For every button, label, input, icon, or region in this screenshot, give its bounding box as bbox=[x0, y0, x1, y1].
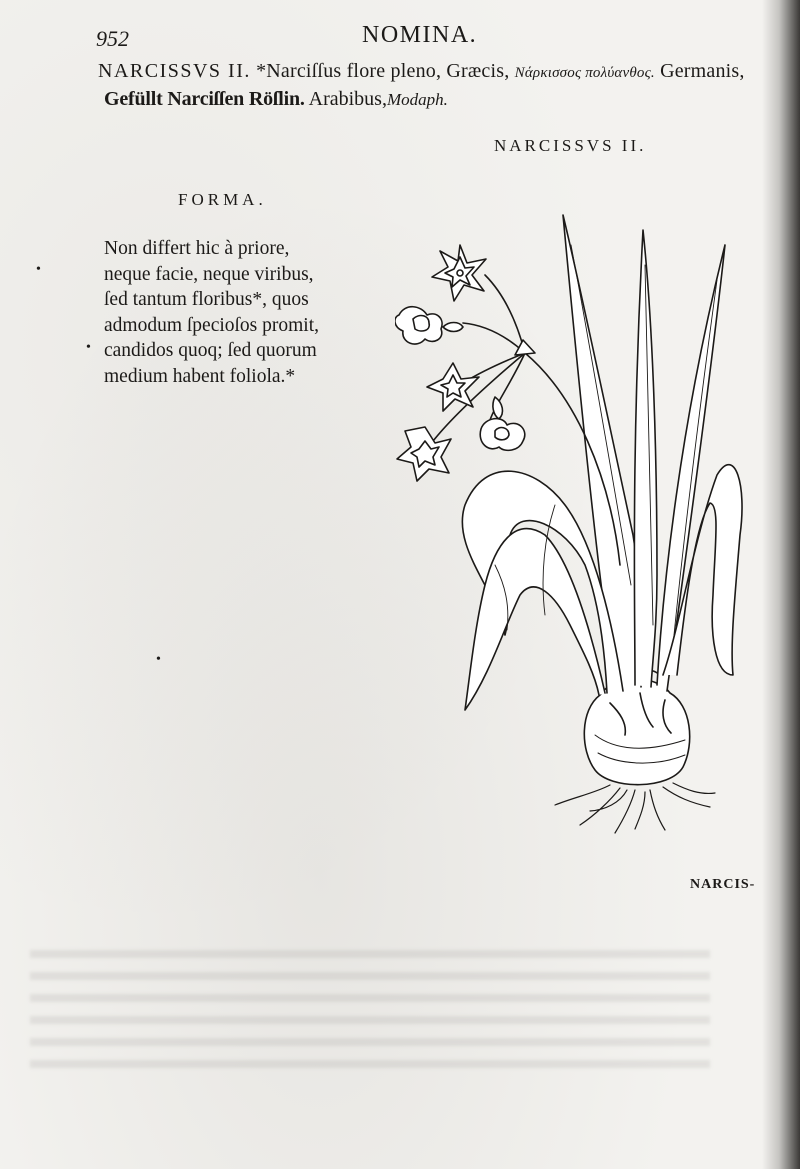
asterisk-mark: * bbox=[256, 60, 267, 82]
lemma: NARCISSVS II. bbox=[98, 60, 251, 82]
roots bbox=[555, 783, 715, 833]
names-line-1 bbox=[98, 60, 745, 83]
german-name: Gefüllt Narciſſen Röſlin. bbox=[104, 88, 305, 110]
greek-name: Νάρκισσος πολύανθος. bbox=[514, 65, 655, 81]
ink-dot: • bbox=[156, 652, 161, 667]
text-line: Non differt hic à priore, bbox=[104, 238, 290, 259]
latin-name: Narciſſus flore pleno, Græcis, bbox=[266, 60, 510, 82]
arabic-name: Modaph. bbox=[386, 90, 448, 109]
narcissus-woodcut-illustration bbox=[395, 205, 755, 845]
arabic-label: Arabibus, bbox=[308, 88, 387, 110]
running-head: NOMINA. bbox=[362, 22, 478, 48]
forma-paragraph bbox=[104, 236, 364, 389]
figure-caption: NARCISSVS II. bbox=[494, 136, 647, 155]
ink-dot: • bbox=[36, 262, 41, 277]
forma-heading: FORMA. bbox=[178, 190, 267, 209]
show-through-text bbox=[30, 950, 710, 1070]
german-label: Germanis, bbox=[660, 60, 745, 82]
text-line: candidos quoq; ſed quorum bbox=[104, 340, 317, 361]
flowers bbox=[395, 245, 525, 481]
text-line: ſed tantum floribus*, quos bbox=[104, 289, 309, 310]
names-line-2 bbox=[104, 88, 448, 111]
catchword: NARCIS- bbox=[690, 877, 756, 892]
text-line: medium habent foliola.* bbox=[104, 365, 296, 387]
leaves bbox=[462, 215, 742, 710]
text-line: neque facie, neque viribus, bbox=[104, 263, 314, 285]
page-edge-shadow bbox=[762, 0, 800, 1169]
ink-dot: • bbox=[86, 340, 91, 355]
text-line: admodum ſpecioſos promit, bbox=[104, 314, 320, 336]
page-number: 952 bbox=[96, 26, 129, 51]
